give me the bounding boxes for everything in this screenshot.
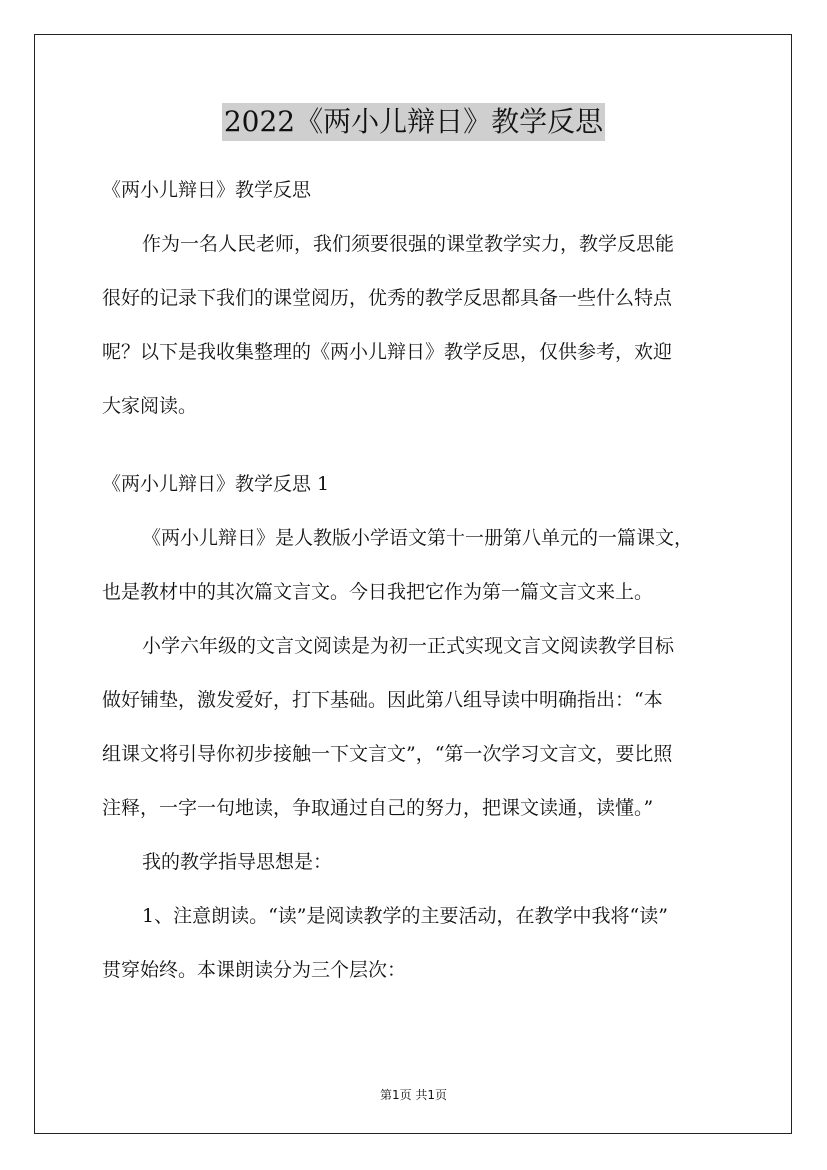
page-footer: 第1页 共1页 xyxy=(379,1088,448,1102)
section-heading: 《两小儿辩日》教学反思 1 xyxy=(102,473,330,495)
document-title-wrap xyxy=(0,103,827,141)
document-title: 2022《两小儿辩日》教学反思 xyxy=(222,103,605,141)
paragraph-line: 注释，一字一句地读，争取通过自己的努力，把课文读通，读懂。” xyxy=(102,797,654,819)
paragraph-line: 《两小儿辩日》是人教版小学语文第十一册第八单元的一篇课文， xyxy=(142,527,694,549)
section-paragraph xyxy=(102,524,730,606)
paragraph-line: 很好的记录下我们的课堂阅历，优秀的教学反思都具备一些什么特点 xyxy=(102,287,673,309)
document-body xyxy=(102,176,730,1010)
paragraph-line: 也是教材中的其次篇文言文。今日我把它作为第一篇文言文来上。 xyxy=(102,581,654,603)
paragraph-line: 小学六年级的文言文阅读是为初一正式实现文言文阅读教学目标 xyxy=(142,635,675,657)
paragraph-line: 大家阅读。 xyxy=(102,395,198,417)
paragraph-line: 作为一名人民老师，我们须要很强的课堂教学实力，教学反思能 xyxy=(142,233,675,255)
paragraph-line: 呢？以下是我收集整理的《两小儿辩日》教学反思，仅供参考，欢迎 xyxy=(102,341,673,363)
section-paragraph xyxy=(102,632,730,822)
paragraph-line: 贯穿始终。本课朗读分为三个层次： xyxy=(102,959,407,981)
paragraph-line: 组课文将引导你初步接触一下文言文”，“第一次学习文言文，要比照 xyxy=(102,743,673,765)
paragraph-line: 做好铺垫，激发爱好，打下基础。因此第八组导读中明确指出：“本 xyxy=(102,689,663,711)
intro-paragraph xyxy=(102,230,730,420)
intro-heading: 《两小儿辩日》教学反思 xyxy=(102,179,312,201)
paragraph-line: 我的教学指导思想是： xyxy=(142,851,333,873)
section-paragraph xyxy=(102,848,730,876)
paragraph-line: 1、注意朗读。“读”是阅读教学的主要活动，在教学中我将“读” xyxy=(142,905,668,927)
section-paragraph xyxy=(102,902,730,984)
